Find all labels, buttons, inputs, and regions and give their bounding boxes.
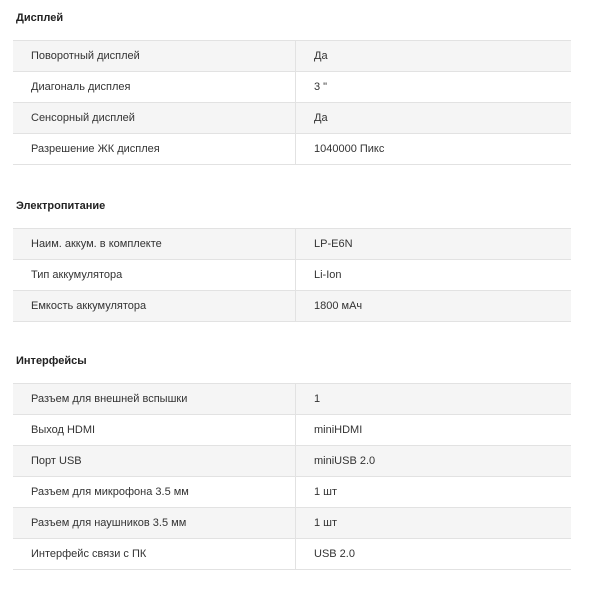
- spec-key: Выход HDMI: [13, 415, 296, 446]
- spec-value: 1 шт: [296, 477, 572, 508]
- spec-row: [13, 539, 571, 570]
- spec-key: Разъем для внешней вспышки: [13, 384, 296, 415]
- spec-key: Тип аккумулятора: [13, 260, 296, 291]
- spec-value: LP-E6N: [296, 229, 572, 260]
- spec-value: 1040000 Пикс: [296, 134, 572, 165]
- spec-value: USB 2.0: [296, 539, 572, 570]
- spec-key: Поворотный дисплей: [13, 41, 296, 72]
- spec-row: [13, 415, 571, 446]
- spec-value: Да: [296, 41, 572, 72]
- section-title-interfaces: Интерфейсы: [16, 355, 87, 367]
- spec-value: miniHDMI: [296, 415, 572, 446]
- spec-table-interfaces: [13, 383, 571, 570]
- spec-row: [13, 41, 571, 72]
- spec-key: Разъем для наушников 3.5 мм: [13, 508, 296, 539]
- spec-row: [13, 103, 571, 134]
- spec-row: [13, 260, 571, 291]
- section-title-power: Электропитание: [16, 200, 106, 212]
- spec-value: 1 шт: [296, 508, 572, 539]
- spec-key: Интерфейс связи с ПК: [13, 539, 296, 570]
- spec-row: [13, 134, 571, 165]
- spec-row: [13, 384, 571, 415]
- spec-key: Разрешение ЖК дисплея: [13, 134, 296, 165]
- spec-value: Да: [296, 103, 572, 134]
- spec-value: Li-Ion: [296, 260, 572, 291]
- spec-row: [13, 446, 571, 477]
- spec-key: Наим. аккум. в комплекте: [13, 229, 296, 260]
- spec-key: Разъем для микрофона 3.5 мм: [13, 477, 296, 508]
- spec-row: [13, 477, 571, 508]
- spec-value: 3 ": [296, 72, 572, 103]
- spec-table-power: [13, 228, 571, 322]
- spec-value: 1800 мАч: [296, 291, 572, 322]
- spec-value: 1: [296, 384, 572, 415]
- spec-value: miniUSB 2.0: [296, 446, 572, 477]
- section-title-display: Дисплей: [16, 12, 64, 24]
- spec-row: [13, 72, 571, 103]
- spec-key: Порт USB: [13, 446, 296, 477]
- spec-key: Диагональ дисплея: [13, 72, 296, 103]
- spec-row: [13, 229, 571, 260]
- spec-key: Емкость аккумулятора: [13, 291, 296, 322]
- spec-key: Сенсорный дисплей: [13, 103, 296, 134]
- spec-row: [13, 508, 571, 539]
- spec-table-display: [13, 40, 571, 165]
- spec-row: [13, 291, 571, 322]
